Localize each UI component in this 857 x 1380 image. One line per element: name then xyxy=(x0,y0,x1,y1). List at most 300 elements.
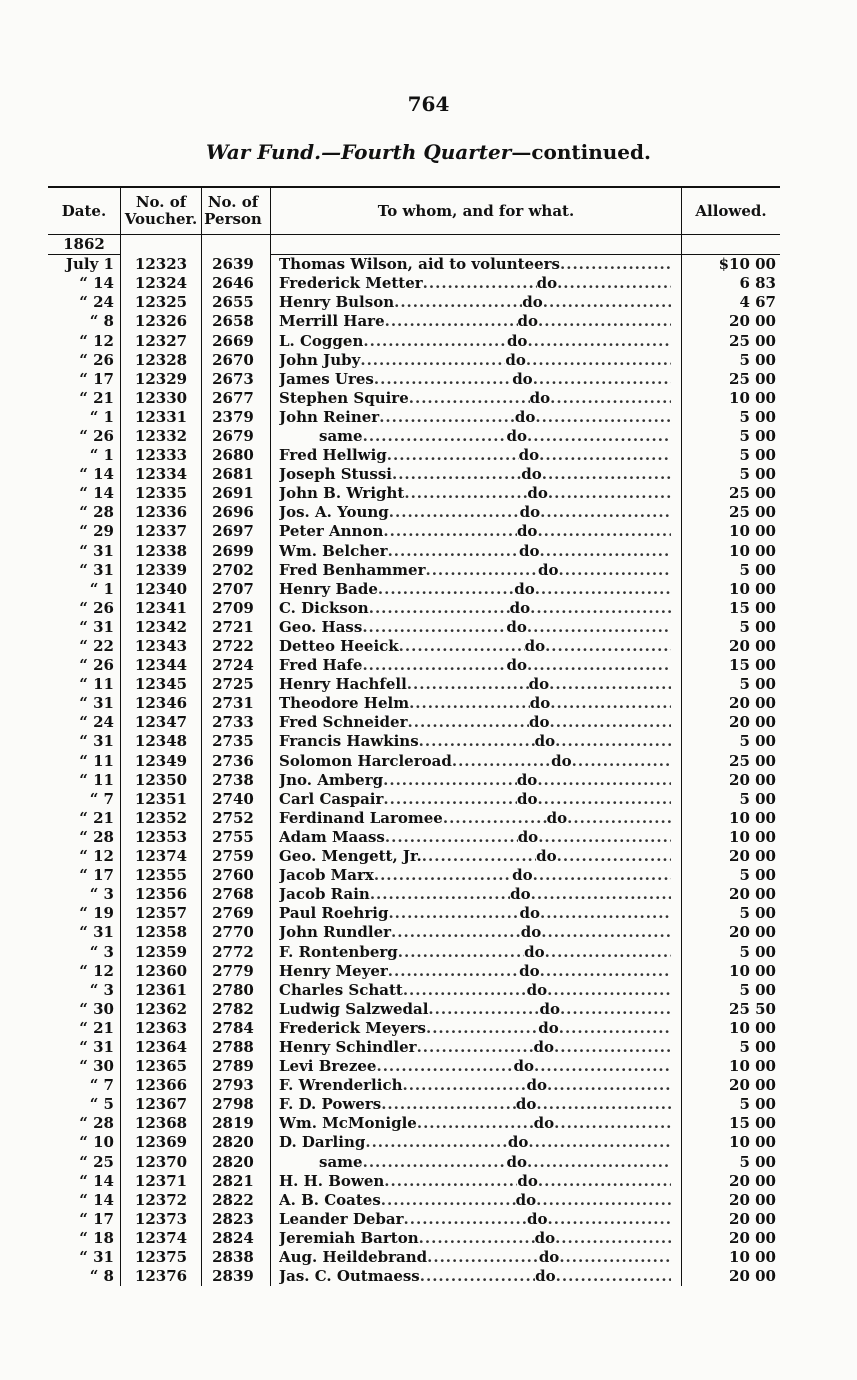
payee-name: A. B. Coates xyxy=(279,1190,381,1209)
year-row xyxy=(48,235,780,255)
table-row xyxy=(48,885,780,904)
allowed-cell: 5 00 xyxy=(739,446,776,465)
payee-name: Fred Benhammer xyxy=(279,560,426,579)
voucher-cell: 12374 xyxy=(121,1229,202,1248)
ledger-body xyxy=(48,235,780,1287)
entry-line xyxy=(279,351,671,370)
purpose-text: do xyxy=(513,1057,534,1076)
voucher-cell: 12336 xyxy=(121,503,202,522)
table-row xyxy=(48,1038,780,1057)
whom-cell xyxy=(271,923,682,942)
entry-line xyxy=(279,847,671,866)
person-cell: 2770 xyxy=(202,923,265,942)
dot-leader xyxy=(545,637,671,656)
date-cell: “ 26 xyxy=(79,656,114,675)
payee-name: Fred Hellwig xyxy=(279,446,387,465)
date-cell: “ 12 xyxy=(79,847,114,866)
allowed-cell: 5 00 xyxy=(739,866,776,885)
entry-line xyxy=(279,981,671,1000)
table-row xyxy=(48,370,780,389)
table-row xyxy=(48,1229,780,1248)
dot-leader xyxy=(409,389,530,408)
dot-leader xyxy=(535,580,671,599)
person-cell: 2772 xyxy=(202,942,265,961)
dot-leader xyxy=(388,962,519,981)
voucher-cell: 12343 xyxy=(121,637,202,656)
entry-line xyxy=(279,274,671,293)
dot-leader xyxy=(560,255,671,274)
payee-name: Jos. A. Young xyxy=(279,503,389,522)
date-cell: “ 31 xyxy=(79,694,114,713)
page-title-suffix: —continued. xyxy=(511,140,651,164)
payee-name: same xyxy=(319,426,363,445)
person-cell: 2768 xyxy=(202,885,265,904)
voucher-cell: 12333 xyxy=(121,446,202,465)
whom-cell xyxy=(271,656,682,675)
voucher-cell: 12328 xyxy=(121,351,202,370)
voucher-cell: 12325 xyxy=(121,293,202,312)
date-cell: “ 8 xyxy=(89,1267,114,1286)
person-cell: 2755 xyxy=(202,828,265,847)
table-row xyxy=(48,274,780,293)
dot-leader xyxy=(539,446,671,465)
whom-cell xyxy=(271,1019,682,1038)
payee-name: Francis Hawkins xyxy=(279,732,419,751)
table-row xyxy=(48,752,780,771)
voucher-cell: 12331 xyxy=(121,408,202,427)
table-row xyxy=(48,866,780,885)
person-cell: 2780 xyxy=(202,981,265,1000)
whom-cell xyxy=(271,370,682,389)
date-cell: “ 31 xyxy=(79,1248,114,1267)
allowed-cell: 10 00 xyxy=(729,541,776,560)
person-cell: 2646 xyxy=(202,274,265,293)
person-cell: 2823 xyxy=(202,1210,265,1229)
payee-name: Henry Bade xyxy=(279,579,378,598)
whom-cell xyxy=(271,312,682,331)
voucher-cell: 12338 xyxy=(121,542,202,561)
person-cell: 2788 xyxy=(202,1038,265,1057)
whom-cell xyxy=(271,942,682,961)
dot-leader xyxy=(536,1095,671,1114)
dot-leader xyxy=(535,408,671,427)
voucher-cell: 12353 xyxy=(121,828,202,847)
entry-line xyxy=(279,522,671,541)
whom-cell xyxy=(271,561,682,580)
purpose-text: do xyxy=(520,923,542,942)
purpose-text: do xyxy=(551,751,572,770)
dot-leader xyxy=(398,943,524,962)
entry-line xyxy=(279,1057,671,1076)
purpose-text: do xyxy=(526,1076,547,1095)
purpose-text: do xyxy=(533,1037,555,1056)
purpose-text: do xyxy=(506,426,528,445)
person-cell: 2680 xyxy=(202,446,265,465)
dot-leader xyxy=(383,771,517,790)
purpose-text: do xyxy=(506,617,527,636)
date-cell: “ 21 xyxy=(79,808,114,827)
allowed-cell: 20 00 xyxy=(729,885,776,904)
dot-leader xyxy=(540,542,671,561)
payee-name: Henry Schindler xyxy=(279,1037,417,1056)
entry-line xyxy=(279,408,671,427)
date-cell: “ 28 xyxy=(79,827,114,846)
table-row xyxy=(48,293,780,312)
date-cell: “ 17 xyxy=(79,1209,114,1228)
payee-name: Jeremiah Barton xyxy=(279,1228,419,1247)
table-row xyxy=(48,389,780,408)
entry-line xyxy=(279,885,671,904)
payee-name: Frederick Meyers xyxy=(279,1018,426,1037)
dot-leader xyxy=(540,962,671,981)
person-cell: 2736 xyxy=(202,752,265,771)
whom-cell xyxy=(271,599,682,618)
purpose-text: do xyxy=(522,293,543,312)
entry-line xyxy=(279,923,671,942)
voucher-cell: 12357 xyxy=(121,904,202,923)
payee-name: John B. Wright xyxy=(279,484,405,503)
table-row xyxy=(48,312,780,331)
dot-leader xyxy=(409,694,530,713)
year-person-empty xyxy=(202,235,265,255)
payee-name: Geo. Mengett, Jr. xyxy=(279,847,422,866)
payee-name: Wm. Belcher xyxy=(279,541,388,560)
entry-line xyxy=(279,828,671,847)
whom-cell xyxy=(271,904,682,923)
table-row xyxy=(48,981,780,1000)
whom-cell xyxy=(271,1153,682,1172)
ledger-table xyxy=(48,186,780,1286)
person-cell: 2722 xyxy=(202,637,265,656)
entry-line xyxy=(279,370,671,389)
voucher-cell: 12341 xyxy=(121,599,202,618)
date-cell: “ 11 xyxy=(79,675,114,694)
allowed-cell: 15 00 xyxy=(729,1114,776,1133)
whom-cell xyxy=(271,1229,682,1248)
allowed-cell: 5 00 xyxy=(739,426,776,445)
purpose-text: do xyxy=(516,770,538,789)
year-allowed-empty xyxy=(682,235,781,255)
purpose-text: do xyxy=(506,331,528,350)
allowed-cell: 20 00 xyxy=(729,847,776,866)
whom-cell xyxy=(271,274,682,293)
purpose-text: do xyxy=(519,503,541,522)
allowed-cell: 5 00 xyxy=(739,560,776,579)
table-row xyxy=(48,904,780,923)
voucher-cell: 12347 xyxy=(121,713,202,732)
payee-name: Fred Hafe xyxy=(279,656,363,675)
date-cell: “ 14 xyxy=(79,1171,114,1190)
person-cell: 2681 xyxy=(202,465,265,484)
payee-name: Paul Roehrig xyxy=(279,904,389,923)
dot-leader xyxy=(554,1114,671,1133)
whom-cell xyxy=(271,771,682,790)
table-row xyxy=(48,942,780,961)
person-cell: 2670 xyxy=(202,351,265,370)
allowed-cell: 20 00 xyxy=(729,1228,776,1247)
date-cell: “ 1 xyxy=(89,407,114,426)
page-title-italic: War Fund.—Fourth Quarter xyxy=(206,140,512,164)
whom-cell xyxy=(271,1172,682,1191)
purpose-text: do xyxy=(527,484,548,503)
dot-leader xyxy=(555,1229,671,1248)
person-cell: 2738 xyxy=(202,771,265,790)
dot-leader xyxy=(404,1210,527,1229)
allowed-cell: 25 50 xyxy=(729,999,776,1018)
header-whom: To whom, and for what. xyxy=(271,187,682,235)
dot-leader xyxy=(392,465,521,484)
person-cell: 2673 xyxy=(202,370,265,389)
dot-leader xyxy=(528,1133,671,1152)
dot-leader xyxy=(547,1076,671,1095)
dot-leader xyxy=(530,599,671,618)
entry-line xyxy=(279,713,671,732)
voucher-cell: 12332 xyxy=(121,427,202,446)
entry-line xyxy=(279,542,671,561)
allowed-cell: 10 00 xyxy=(729,961,776,980)
allowed-cell: 6 83 xyxy=(739,274,776,293)
date-cell: “ 28 xyxy=(79,503,114,522)
dot-leader xyxy=(560,1000,671,1019)
dot-leader xyxy=(378,580,514,599)
voucher-cell: 12371 xyxy=(121,1172,202,1191)
person-cell: 2655 xyxy=(202,293,265,312)
whom-cell xyxy=(271,1133,682,1152)
payee-name: Carl Caspair xyxy=(279,789,384,808)
whom-cell xyxy=(271,618,682,637)
whom-cell xyxy=(271,1076,682,1095)
allowed-cell: 5 00 xyxy=(739,465,776,484)
date-cell: “ 3 xyxy=(89,980,114,999)
dot-leader xyxy=(408,713,530,732)
dot-leader xyxy=(545,943,671,962)
allowed-cell: 10 00 xyxy=(729,1057,776,1076)
dot-leader xyxy=(452,752,551,771)
dot-leader xyxy=(362,618,506,637)
entry-line xyxy=(279,255,671,274)
whom-cell xyxy=(271,962,682,981)
dot-leader xyxy=(542,465,671,484)
header-date: Date. xyxy=(48,187,121,235)
dot-leader xyxy=(374,866,512,885)
date-cell: “ 31 xyxy=(79,923,114,942)
dot-leader xyxy=(407,675,529,694)
table-row xyxy=(48,255,780,275)
dot-leader xyxy=(363,427,507,446)
voucher-cell: 12337 xyxy=(121,522,202,541)
whom-cell xyxy=(271,522,682,541)
header-row xyxy=(48,187,780,235)
date-cell: “ 24 xyxy=(79,293,114,312)
purpose-text: do xyxy=(507,1133,529,1152)
entry-line xyxy=(279,866,671,885)
dot-leader xyxy=(403,981,527,1000)
allowed-cell: 20 00 xyxy=(729,923,776,942)
payee-name: James Ures xyxy=(279,369,374,388)
allowed-cell: 20 00 xyxy=(729,1171,776,1190)
allowed-cell: 10 00 xyxy=(729,1018,776,1037)
dot-leader xyxy=(369,599,510,618)
purpose-text: do xyxy=(546,808,568,827)
person-cell: 2735 xyxy=(202,732,265,751)
dot-leader xyxy=(394,293,522,312)
dot-leader xyxy=(559,1019,671,1038)
person-cell: 2725 xyxy=(202,675,265,694)
person-cell: 2731 xyxy=(202,694,265,713)
entry-line xyxy=(279,465,671,484)
dot-leader xyxy=(385,312,518,331)
purpose-text: do xyxy=(539,999,560,1018)
entry-line xyxy=(279,904,671,923)
allowed-cell: 5 00 xyxy=(739,942,776,961)
purpose-text: do xyxy=(527,1209,548,1228)
whom-cell xyxy=(271,828,682,847)
entry-line xyxy=(279,1095,671,1114)
person-cell: 2733 xyxy=(202,713,265,732)
table-row xyxy=(48,522,780,541)
dot-leader xyxy=(391,923,521,942)
table-row xyxy=(48,694,780,713)
allowed-cell: 5 00 xyxy=(739,980,776,999)
person-cell: 2702 xyxy=(202,561,265,580)
dot-leader xyxy=(370,885,510,904)
date-cell: “ 7 xyxy=(89,789,114,808)
whom-cell xyxy=(271,427,682,446)
dot-leader xyxy=(538,1172,671,1191)
header-voucher: No. of Voucher. xyxy=(121,187,202,235)
entry-line xyxy=(279,1248,671,1267)
allowed-cell: 4 67 xyxy=(739,293,776,312)
entry-line xyxy=(279,484,671,503)
table-row xyxy=(48,1019,780,1038)
table-row xyxy=(48,790,780,809)
dot-leader xyxy=(402,1076,526,1095)
entry-line xyxy=(279,1133,671,1152)
payee-name: Leander Debar xyxy=(279,1209,404,1228)
entry-line xyxy=(279,312,671,331)
purpose-text: do xyxy=(529,388,551,407)
allowed-cell: 20 00 xyxy=(729,713,776,732)
whom-cell xyxy=(271,1114,682,1133)
date-cell: “ 26 xyxy=(79,350,114,369)
allowed-cell: 20 00 xyxy=(729,1267,776,1286)
allowed-cell: 25 00 xyxy=(729,751,776,770)
whom-cell xyxy=(271,713,682,732)
payee-name: Jacob Marx xyxy=(279,866,374,885)
table-row xyxy=(48,1248,780,1267)
dot-leader xyxy=(555,732,671,751)
payee-name: John Rundler xyxy=(279,923,392,942)
purpose-text: do xyxy=(512,866,533,885)
entry-line xyxy=(279,809,671,828)
date-cell: “ 21 xyxy=(79,388,114,407)
payee-name: Jacob Rain xyxy=(279,885,370,904)
voucher-cell: 12324 xyxy=(121,274,202,293)
purpose-text: do xyxy=(536,274,558,293)
table-row xyxy=(48,771,780,790)
table-row xyxy=(48,1057,780,1076)
payee-name: Merrill Hare xyxy=(279,312,385,331)
allowed-cell: 10 00 xyxy=(729,1133,776,1152)
date-cell: “ 30 xyxy=(79,1057,114,1076)
voucher-cell: 12326 xyxy=(121,312,202,331)
person-cell: 2724 xyxy=(202,656,265,675)
voucher-cell: 12340 xyxy=(121,580,202,599)
payee-name: Ludwig Salzwedal xyxy=(279,999,429,1018)
table-row xyxy=(48,1172,780,1191)
year-whom-empty xyxy=(271,235,682,255)
voucher-cell: 12335 xyxy=(121,484,202,503)
table-row xyxy=(48,1191,780,1210)
allowed-cell: 10 00 xyxy=(729,827,776,846)
voucher-cell: 12352 xyxy=(121,809,202,828)
allowed-cell: 25 00 xyxy=(729,484,776,503)
dot-leader xyxy=(426,1019,538,1038)
table-row xyxy=(48,713,780,732)
header-allowed: Allowed. xyxy=(682,187,781,235)
dot-leader xyxy=(404,484,527,503)
payee-name: Stephen Squire xyxy=(279,388,409,407)
payee-name: L. Coggen xyxy=(279,331,364,350)
table-row xyxy=(48,446,780,465)
entry-line xyxy=(279,675,671,694)
whom-cell xyxy=(271,866,682,885)
whom-cell xyxy=(271,446,682,465)
allowed-cell: 5 00 xyxy=(739,732,776,751)
purpose-text: do xyxy=(526,980,548,999)
voucher-cell: 12348 xyxy=(121,732,202,751)
entry-line xyxy=(279,1267,671,1286)
purpose-text: do xyxy=(506,656,527,675)
dot-leader xyxy=(376,1057,513,1076)
purpose-text: do xyxy=(514,579,535,598)
purpose-text: do xyxy=(515,1095,537,1114)
dot-leader xyxy=(527,618,671,637)
purpose-text: do xyxy=(529,713,550,732)
purpose-text: do xyxy=(524,637,546,656)
dot-leader xyxy=(540,503,671,522)
allowed-cell: 5 00 xyxy=(739,1095,776,1114)
voucher-cell: 12361 xyxy=(121,981,202,1000)
purpose-text: do xyxy=(537,560,559,579)
dot-leader xyxy=(388,904,519,923)
dot-leader xyxy=(360,351,505,370)
table-row xyxy=(48,1153,780,1172)
date-cell: “ 17 xyxy=(79,866,114,885)
allowed-cell: 20 00 xyxy=(729,1076,776,1095)
date-cell: “ 31 xyxy=(79,732,114,751)
person-cell: 2779 xyxy=(202,962,265,981)
person-cell: 2691 xyxy=(202,484,265,503)
entry-line xyxy=(279,1019,671,1038)
entry-line xyxy=(279,618,671,637)
payee-name: Jno. Amberg xyxy=(279,770,384,789)
dot-leader xyxy=(536,1191,671,1210)
table-row xyxy=(48,656,780,675)
dot-leader xyxy=(388,542,519,561)
page-title xyxy=(0,140,857,164)
purpose-text: do xyxy=(516,522,538,541)
dot-leader xyxy=(567,809,671,828)
person-cell: 2697 xyxy=(202,522,265,541)
allowed-cell: 15 00 xyxy=(729,656,776,675)
allowed-cell: 10 00 xyxy=(729,388,776,407)
dot-leader xyxy=(374,370,512,389)
table-row xyxy=(48,427,780,446)
dot-leader xyxy=(443,809,547,828)
date-cell: “ 12 xyxy=(79,961,114,980)
dot-leader xyxy=(428,1000,539,1019)
